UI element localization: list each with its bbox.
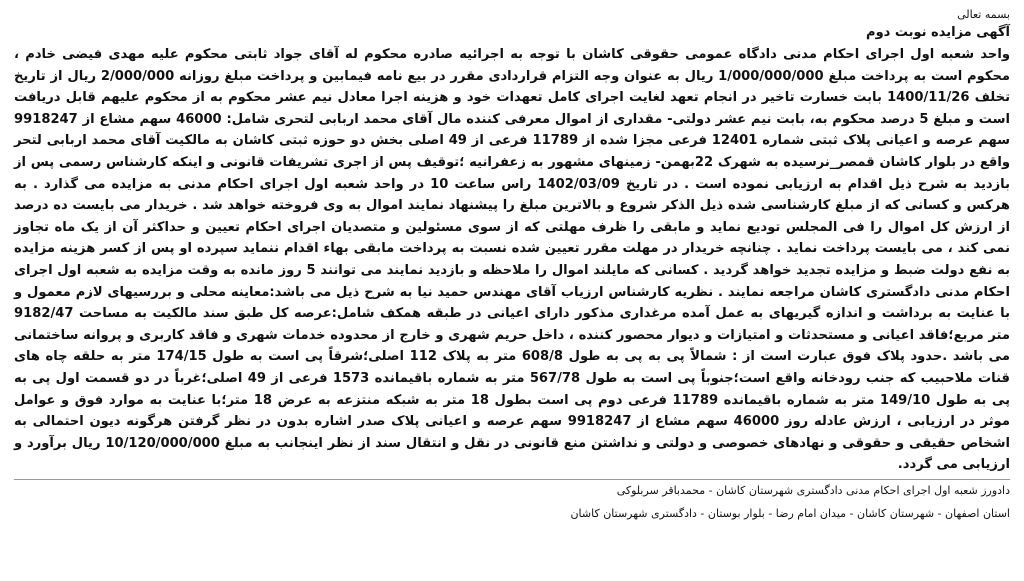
bismillah-heading: بسمه تعالی	[957, 8, 1010, 21]
signature-line: دادورز شعبه اول اجرای احکام مدنی دادگستری شهرستان کاشان - محمدباقر سربلوکی	[616, 483, 1010, 497]
notice-title: آگهی مزایده نوبت دوم	[866, 25, 1010, 40]
notice-body-text: واحد شعبه اول اجرای احکام مدنی دادگاه عمومی حقوقی کاشان با توجه به اجرائیه صادره محکوم له آقای جواد ثابتی محکوم علیه مهدی فیضی خادم ، محکوم است به پرداخت مبلغ 1/000/000/000 ریال به عنوان وجه التزام قراردادی مقرر در بیع نامه فیمابین و پرداخت مبلغ روزانه 2/000/000 ریال از تاریخ تخلف 1400/11/26 بابت خسارت تاخیر در انجام تعهد لغایت اجرای کامل تعهدات خود و هزینه اجرا معادل نیم عشر محکوم به از محکوم علیهم قابل دریافت است و مبلغ 5 درصد محکوم به، بابت نیم عشر دولتی- مقداری از اموال معرفی کننده مال آقای محمد اربابی لتحری شامل: 46000 سهم مشاع از 9918247 سهم عرصه و اعیانی پلاک ثبتی شماره 12401 فرعی مجزا شده از 11789 فرعی از 49 اصلی بخش دو حوزه ثبتی کاشان به مالکیت آقای محمد اربابی لتحر واقع در بلوار کاشان قمصر_نرسیده به شهرک 22بهمن- زمینهای مشهور به زعفرانیه ؛توقیف پس از اجری تشریفات قانونی و اینکه کارشناس رسمی پس از بازدید به شرح ذیل اقدام به ارزیابی نموده است . در تاریخ 1402/03/09 راس ساعت 10 در واحد شعبه اول اجرای احکام مدنی به مزایده می گذارد . به هرکس و کسانی که از مبلغ کارشناسی شده ذیل الذکر شروع و بالاترین مبلغ را پیشنهاد نمایند اموال به وی فروخته خواهد شد . خریدار می بایست ده درصد از ارزش کل اموال را فی المجلس تودیع نماید و مابقی را ظرف مهلتی که از سوی مسئولین و متصدیان اجرای احکام تعیین و حداکثر آن از یک ماه تجاوز نمی کند ، می بایست پرداخت نماید . چنانچه خریدار در مهلت مقرر تعیین شده نسبت به پرداخت مابقی بهاء اقدام ننماید سپرده او پس از کسر هزینه مزایده به نفع دولت ضبط و مزایده تجدید خواهد گردید . کسانی که مایلند اموال را ملاحظه و بازدید نمایند می توانند 5 روز مانده به وقت مزایده به شعبه اول اجرای احکام مدنی دادگستری کاشان مراجعه نمایند . نظریه کارشناس ارزیاب آقای مهندس حمید نیا به شرح ذیل می باشد:معاینه محلی و بررسیهای لازم معمول و با عنایت به برداشت و اندازه گیریهای به عمل آمده مرغداری مذکور دارای اعیانی در طبقه همکف شامل:عرصه کل طبق سند مالکیت به مساحت 9182/47 متر مربع؛فاقد اعیانی و مستحدثات و امتیازات و دیوار محصور کننده ، داخل حریم شهری و خارج از محدوده خدمات شهری و فاقد کاربری و پروانه ساختمانی می باشد .حدود پلاک فوق عبارت است از : شمالاً پی به پی به طول 608/8 متر به پلاک 112 اصلی؛شرقاً پی است به طول 174/15 متر به حلقه چاه های قنات ملاحبیب که جنب رودخانه واقع است؛جنوباً پی است به طول 567/78 متر به شماره باقیمانده 1573 فرعی از 49 اصلی؛غرباً در دو قسمت اول پی به پی به طول 149/10 متر به شماره باقیمانده 11789 فرعی دوم پی است بطول 18 متر به شبکه منتزعه به عرض 18 متر؛با عنایت به موارد فوق و عوامل موثر در ارزیابی ، ارزش عادله روز 46000 سهم مشاع از 9918247 سهم عرصه و اعیانی پلاک صدر اشاره بدون در نظر گرفتن هرگونه دیون احتمالی به اشخاص حقیقی و حقوقی و نهادهای خصوصی و دولتی و نداشتن منع قانونی در نقل و انتقال سند از نظر اینجانب به مبلغ 10/120/000/000 ریال برآورد و ارزیابی می گردد.	[14, 47, 1010, 473]
address-line: استان اصفهان - شهرستان کاشان - میدان امام رضا - بلوار بوستان - دادگستری شهرستان کاشان	[570, 506, 1010, 520]
divider	[14, 479, 1010, 480]
